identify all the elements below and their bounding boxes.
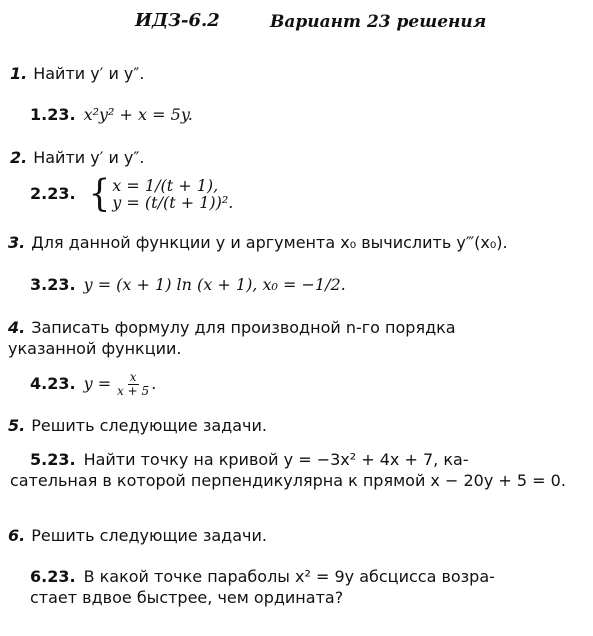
task-number: 3. — [8, 233, 26, 252]
task-2 — [10, 148, 144, 167]
task-text: Решить следующие задачи. — [31, 416, 267, 435]
task-6 — [8, 526, 267, 545]
problem-lhs: y = — [83, 374, 112, 393]
fraction — [115, 371, 151, 398]
problem-5-23-line-2: сательная в которой перпендикулярна к прямой x − 20y + 5 = 0. — [10, 471, 566, 490]
problem-expression: x²y² + x = 5y. — [83, 105, 193, 124]
problem-number: 3.23. — [30, 275, 76, 294]
problem-number: 2.23. — [30, 183, 76, 203]
problem-1-23 — [30, 105, 193, 124]
problem-6-23 — [30, 567, 495, 586]
problem-3-23 — [30, 275, 346, 294]
problem-number: 6.23. — [30, 567, 76, 586]
task-text: Решить следующие задачи. — [31, 526, 267, 545]
equation-system — [88, 172, 234, 216]
task-4 — [8, 318, 456, 337]
system-line-1: x = 1/(t + 1), — [112, 176, 219, 195]
fraction-numerator: x — [129, 370, 137, 384]
variant-title: Вариант 23 решения — [270, 12, 487, 32]
problem-number: 4.23. — [30, 374, 76, 393]
task-number: 4. — [8, 318, 26, 337]
task-text: Для данной функции y и аргумента x₀ вычислить y‴(x₀). — [31, 233, 508, 252]
doc-id: ИДЗ-6.2 — [135, 10, 220, 31]
problem-number: 5.23. — [30, 450, 76, 469]
task-number: 1. — [10, 64, 28, 83]
task-5 — [8, 416, 267, 435]
task-1 — [10, 64, 144, 83]
task-number: 6. — [8, 526, 26, 545]
problem-2-23 — [30, 172, 234, 216]
problem-text-line-1: Найти точку на кривой y = −3x² + 4x + 7, ка- — [83, 450, 469, 469]
task-4-line-2: указанной функции. — [8, 339, 182, 358]
fraction-denominator: x + 5 — [117, 384, 150, 398]
problem-number: 1.23. — [30, 105, 76, 124]
brace-glyph: { — [88, 172, 111, 216]
system-line-2: y = (t/(t + 1))². — [112, 193, 234, 212]
task-text: Найти y′ и y″. — [33, 64, 145, 83]
problem-expression: y = (x + 1) ln (x + 1), x₀ = −1/2. — [83, 275, 346, 294]
problem-5-23 — [30, 450, 469, 469]
problem-4-23 — [30, 371, 156, 398]
problem-6-23-line-2: стает вдвое быстрее, чем ордината? — [30, 588, 344, 607]
problem-text-line-1: В какой точке параболы x² = 9y абсцисса возра- — [83, 567, 495, 586]
problem-tail: . — [151, 374, 157, 393]
task-number: 5. — [8, 416, 26, 435]
task-text: Найти y′ и y″. — [33, 148, 145, 167]
task-3 — [8, 233, 508, 252]
task-number: 2. — [10, 148, 28, 167]
task-text-line-1: Записать формулу для производной n-го порядка — [31, 318, 456, 337]
